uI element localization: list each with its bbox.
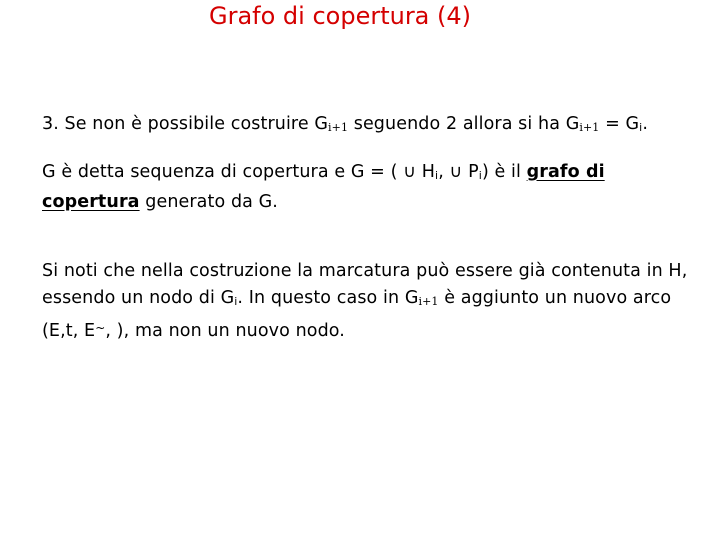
text-segment: = G [599,114,640,134]
text-segment: . [642,114,648,134]
paragraph-rule-3 [42,111,692,141]
subscript: i [478,169,482,182]
subscript: i [435,169,439,182]
text-segment: , ), ma non un nuovo nodo. [105,321,345,341]
text-segment: generato da G. [139,192,278,212]
text-segment: H [416,162,436,182]
subscript: i [234,295,238,308]
subscript: i+1 [418,295,439,308]
text-segment: Si noti che nella costruzione la marcatura può essere già contenuta in H, essendo un nodo di G [42,261,688,308]
text-segment: ) è il [481,162,527,182]
term-highlight: copertura [42,192,140,212]
text-segment: , [438,162,450,182]
subscript: i [639,121,643,134]
text-segment: seguendo 2 allora si ha G [348,114,580,134]
tilde-mark: ~ [95,321,106,335]
slide-title: Grafo di copertura (4) [208,2,472,30]
text-segment: è aggiunto un nuovo arco (E,t, E [42,288,672,341]
union-symbol: ∪ [403,162,417,182]
text-segment: . In questo caso in G [237,288,419,308]
text-segment: 3. Se non è possibile costruire G [42,114,329,134]
subscript: i+1 [328,121,349,134]
paragraph-definition [42,159,692,216]
text-segment: P [462,162,479,182]
text-segment: G è detta sequenza di copertura e G = ( [42,162,404,182]
paragraph-note [42,258,692,345]
union-symbol: ∪ [449,162,463,182]
term-highlight: grafo di [526,162,605,182]
subscript: i+1 [579,121,600,134]
